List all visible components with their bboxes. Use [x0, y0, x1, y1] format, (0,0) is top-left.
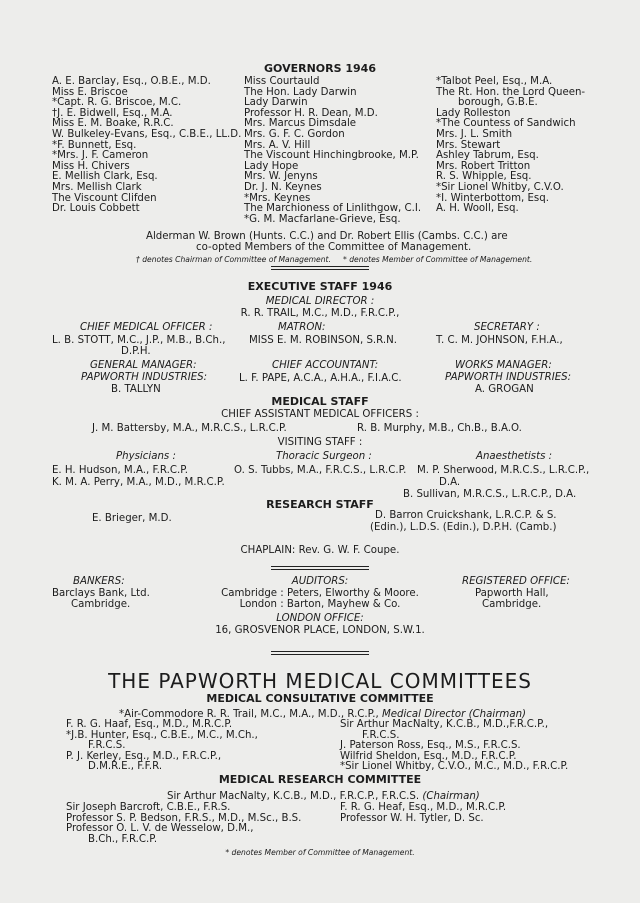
coopted-line-2: co-opted Members of the Committee of Management.: [196, 242, 472, 253]
list-item: Lady Hope: [244, 160, 299, 172]
anaesthetists-label: Anaesthetists :: [476, 451, 553, 462]
bankers-line-1: Barclays Bank, Ltd.: [52, 588, 150, 599]
list-item: E. Mellish Clark, Esq.: [52, 171, 158, 183]
dagger-note: † denotes Chairman of Committee of Management.: [136, 255, 331, 264]
list-item: R. S. Whipple, Esq.: [436, 171, 532, 183]
consultative-title: MEDICAL CONSULTATIVE COMMITTEE: [206, 692, 434, 705]
auditors-label: AUDITORS:: [291, 576, 349, 587]
gm-label-2: PAPWORTH INDUSTRIES:: [81, 372, 208, 383]
research-left: E. Brieger, M.D.: [92, 513, 172, 524]
coopted-line-1: Alderman W. Brown (Hunts. C.C.) and Dr. Robert Ellis (Cambs. C.C.) are: [146, 231, 508, 242]
list-item: *Sir Lionel Whitby, C.V.O.: [436, 181, 564, 193]
physician-2: K. M. A. Perry, M.A., M.D., M.R.C.P.: [52, 477, 225, 488]
list-item: Professor W. H. Tytler, D. Sc.: [340, 812, 484, 824]
list-item: *The Countess of Sandwich: [436, 118, 576, 130]
matron-label: MATRON:: [278, 322, 326, 333]
list-item: F.R.C.S.: [362, 729, 400, 741]
medical-director-name: R. R. TRAIL, M.C., M.D., F.R.C.P.,: [240, 308, 400, 319]
auditors-line-1: Cambridge : Peters, Elworthy & Moore.: [221, 588, 419, 599]
list-item: Mrs. Stewart: [436, 139, 501, 151]
works-name: A. GROGAN: [475, 384, 534, 395]
physicians-label: Physicians :: [116, 451, 176, 462]
works-label-2: PAPWORTH INDUSTRIES:: [445, 372, 572, 383]
committees-footnote: * denotes Member of Committee of Management.: [225, 848, 415, 857]
consultative-right-column: [340, 720, 568, 773]
list-item: Professor O. L. V. de Wesselow, D.M.,: [66, 823, 254, 835]
research-left-column: [66, 803, 301, 845]
list-item: *G. M. Macfarlane-Grieve, Esq.: [244, 213, 401, 225]
list-item: P. J. Kerley, Esq., M.D., F.R.C.P.,: [66, 750, 222, 762]
list-item: Dr. Louis Cobbett: [52, 203, 140, 215]
list-item: F. R. G. Heaf, Esq., M.D., M.R.C.P.: [340, 802, 507, 813]
list-item: *Sir Lionel Whitby, C.V.O., M.C., M.D., F.R.C.P.: [340, 761, 569, 773]
list-item: Mrs. Mellish Clark: [52, 181, 142, 193]
anaesthetist-1: M. P. Sherwood, M.R.C.S., L.R.C.P.,: [417, 465, 590, 476]
gm-name: B. TALLYN: [111, 384, 161, 395]
list-item: Miss E. Briscoe: [52, 86, 128, 98]
list-item: The Hon. Lady Darwin: [244, 86, 357, 98]
list-item: Sir Joseph Barcroft, C.B.E., F.R.S.: [66, 802, 231, 813]
auditors-line-2: London : Barton, Mayhew & Co.: [239, 599, 401, 610]
list-item: J. Paterson Ross, Esq., M.S., F.R.C.S.: [340, 740, 521, 752]
research-right-column: [340, 803, 506, 824]
list-item: *Talbot Peel, Esq., M.A.: [436, 76, 553, 87]
thoracic-label: Thoracic Surgeon :: [276, 451, 372, 462]
london-office-label: LONDON OFFICE:: [276, 613, 364, 624]
divider-rule: [271, 266, 369, 270]
list-item: Mrs. Marcus Dimsdale: [244, 118, 357, 130]
governors-column-1: [52, 77, 241, 215]
medical-director-label: MEDICAL DIRECTOR :: [265, 296, 375, 307]
research-chair: Sir Arthur MacNalty, K.C.B., M.D., F.R.C.P., F.R.C.S. (Chairman): [167, 791, 480, 802]
list-item: †J. E. Bidwell, Esq., M.A.: [52, 107, 173, 119]
consultative-chair: *Air-Commodore R. R. Trail, M.C., M.A., M.D., R.C.P., Medical Director (Chairman): [119, 709, 526, 720]
list-item: *F. Bunnett, Esq.: [52, 139, 137, 151]
camo-right: R. B. Murphy, M.B., Ch.B., B.A.O.: [357, 423, 522, 434]
research-right-2: (Edin.), L.D.S. (Edin.), D.P.H. (Camb.): [370, 522, 557, 533]
list-item: Miss Courtauld: [244, 76, 320, 87]
list-item: F. R. G. Haaf, Esq., M.D., M.R.C.P.: [66, 719, 233, 730]
divider-rule-2: [271, 566, 369, 570]
list-item: The Viscount Hinchingbrooke, M.P.: [244, 150, 419, 162]
list-item: Wilfrid Sheldon, Esq., M.D., F.R.C.P.: [340, 750, 517, 762]
camo-left: J. M. Battersby, M.A., M.R.C.S., L.R.C.P.: [92, 423, 287, 434]
accountant-name: L. F. PAPE, A.C.A., A.H.A., F.I.A.C.: [239, 373, 402, 384]
list-item: Miss E. M. Boake, R.R.C.: [52, 118, 174, 130]
research-staff-title: RESEARCH STAFF: [266, 498, 374, 511]
cmo-label: CHIEF MEDICAL OFFICER :: [80, 322, 213, 333]
medical-staff-title: MEDICAL STAFF: [271, 395, 369, 408]
visiting-label: VISITING STAFF :: [277, 437, 363, 448]
registered-line-1: Papworth Hall,: [475, 588, 549, 599]
list-item: *Mrs. J. F. Cameron: [52, 150, 149, 162]
secretary-name: T. C. M. JOHNSON, F.H.A.,: [436, 335, 563, 346]
list-item: Mrs. A. V. Hill: [244, 139, 311, 151]
list-item: Professor H. R. Dean, M.D.: [244, 107, 378, 119]
executive-title: EXECUTIVE STAFF 1946: [247, 280, 393, 293]
works-label-1: WORKS MANAGER:: [455, 360, 552, 371]
list-item: Professor S. P. Bedson, F.R.S., M.D., M.Sc., B.S.: [66, 812, 302, 824]
accountant-label: CHIEF ACCOUNTANT:: [272, 360, 379, 371]
list-item: The Rt. Hon. the Lord Queen-: [436, 86, 586, 98]
thoracic-name: O. S. Tubbs, M.A., F.R.C.S., L.R.C.P.: [234, 465, 407, 476]
list-item: *Mrs. Keynes: [244, 192, 311, 204]
list-item: A. E. Barclay, Esq., O.B.E., M.D.: [52, 76, 211, 87]
star-note: * denotes Member of Committee of Management.: [343, 255, 533, 264]
cmo-name: L. B. STOTT, M.C., J.P., M.B., B.Ch.,: [52, 335, 226, 346]
list-item: Sir Arthur MacNalty, K.C.B., M.D.,F.R.C.P.,: [340, 719, 549, 730]
chaplain: CHAPLAIN: Rev. G. W. F. Coupe.: [240, 545, 400, 556]
list-item: W. Bulkeley-Evans, Esq., C.B.E., LL.D.: [52, 128, 242, 140]
bankers-label: BANKERS:: [73, 576, 125, 587]
list-item: The Viscount Clifden: [52, 192, 157, 204]
list-item: F.R.C.S.: [88, 740, 126, 752]
list-item: borough, G.B.E.: [458, 97, 538, 109]
list-item: Mrs. W. Jenyns: [244, 171, 318, 183]
camo-label: CHIEF ASSISTANT MEDICAL OFFICERS :: [221, 409, 419, 420]
list-item: Mrs. Robert Tritton: [436, 160, 531, 172]
list-item: Lady Darwin: [244, 97, 308, 109]
governors-column-3: [436, 77, 585, 215]
gm-label-1: GENERAL MANAGER:: [90, 360, 197, 371]
anaesthetist-2: B. Sullivan, M.R.C.S., L.R.C.P., D.A.: [403, 489, 577, 500]
cmo-name-2: D.P.H.: [121, 346, 151, 357]
list-item: A. H. Wooll, Esq.: [436, 203, 519, 215]
registered-label: REGISTERED OFFICE:: [462, 576, 570, 587]
list-item: Mrs. G. F. C. Gordon: [244, 128, 345, 140]
committees-title: THE PAPWORTH MEDICAL COMMITTEES: [108, 669, 532, 693]
list-item: Dr. J. N. Keynes: [244, 181, 322, 193]
bankers-line-2: Cambridge.: [71, 599, 131, 610]
divider-rule-3: [271, 651, 369, 655]
anaesthetist-1-b: D.A.: [439, 477, 461, 488]
governors-column-2: [244, 77, 421, 225]
matron-name: MISS E. M. ROBINSON, S.R.N.: [249, 335, 397, 346]
list-item: B.Ch., F.R.C.P.: [88, 833, 158, 845]
list-item: D.M.R.E., F.F.R.: [88, 761, 163, 773]
list-item: The Marchioness of Linlithgow, C.I.: [244, 203, 422, 215]
research-right-1: D. Barron Cruickshank, L.R.C.P. & S.: [375, 510, 557, 521]
consultative-left-column: [66, 720, 258, 773]
list-item: *J.B. Hunter, Esq., C.B.E., M.C., M.Ch.,: [66, 729, 258, 741]
list-item: Lady Rolleston: [436, 107, 511, 119]
list-item: Miss H. Chivers: [52, 160, 130, 172]
secretary-label: SECRETARY :: [474, 322, 540, 333]
list-item: *I. Winterbottom, Esq.: [436, 192, 549, 204]
governors-title: GOVERNORS 1946: [264, 62, 376, 75]
london-office: 16, GROSVENOR PLACE, LONDON, S.W.1.: [215, 625, 425, 636]
registered-line-2: Cambridge.: [482, 599, 542, 610]
research-committee-title: MEDICAL RESEARCH COMMITTEE: [218, 773, 422, 786]
list-item: Mrs. J. L. Smith: [436, 128, 513, 140]
list-item: *Capt. R. G. Briscoe, M.C.: [52, 97, 182, 109]
list-item: Ashley Tabrum, Esq.: [436, 150, 539, 162]
physician-1: E. H. Hudson, M.A., F.R.C.P.: [52, 465, 189, 476]
